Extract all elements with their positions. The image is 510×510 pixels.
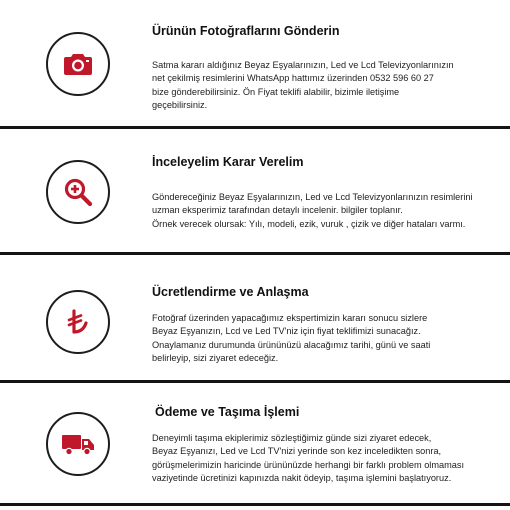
step-photos-title: Ürünün Fotoğraflarını Gönderin	[152, 24, 340, 38]
step-payment-line: vaziyetinde ücretinizi kapınızda nakit ödeyip, taşıma işlemini başlatıyoruz.	[152, 473, 452, 484]
step-photos-description	[152, 59, 507, 113]
step-payment-icon-circle	[46, 412, 110, 476]
section-divider	[0, 380, 510, 383]
step-pricing-line: Beyaz Eşyanızın, Lcd ve Led TV'niz için fiyat teklifimizi sunacağız.	[152, 326, 421, 337]
step-photos-line: net çekilmiş resimlerini WhatsApp hattımız üzerinden 0532 596 60 27	[152, 73, 434, 84]
step-photos-line: bize gönderebilirsiniz. Ön Fiyat teklifi alabilir, bizimle iletişime	[152, 86, 400, 97]
section-divider	[0, 126, 510, 129]
zoom-in-icon	[63, 177, 93, 207]
section-divider	[0, 503, 510, 506]
step-pricing-line: Onaylamanız durumunda ürününüzü alacağımız tarihi, günü ve saati	[152, 339, 431, 350]
step-payment-line: Deneyimli taşıma ekiplerimiz sözleştiğimiz günde sizi ziyaret edecek,	[152, 433, 432, 443]
step-inspect-title: İnceleyelim Karar Verelim	[152, 155, 304, 169]
truck-icon	[61, 432, 95, 456]
section-divider	[0, 252, 510, 255]
step-inspect-description	[152, 191, 507, 231]
step-payment-line: görüşmelerimizin haricinde ürününüzde herhangi bir farklı problem olmaması	[152, 459, 465, 470]
step-inspect-line: Örnek verecek olursak: Yılı, modeli, ezik, vuruk , çizik ve diğer hataları varmı.	[152, 218, 466, 229]
step-pricing-description	[152, 312, 507, 366]
step-payment-line: Beyaz Eşyanızı, Led ve Lcd TV'nizi yerinde son kez inceledikten sonra,	[152, 446, 442, 457]
step-photos-line: geçebilirsiniz.	[152, 100, 208, 111]
step-inspect-line: Göndereceğiniz Beyaz Eşyalarınızın, Led ve Lcd Televizyonlarınızın resimlerini	[152, 192, 473, 202]
camera-icon	[63, 52, 93, 76]
lira-icon	[66, 308, 90, 336]
step-photos-line: Satma kararı aldığınız Beyaz Eşyalarınızın, Led ve Lcd Televizyonlarınızın	[152, 60, 454, 70]
step-inspect-icon-circle	[46, 160, 110, 224]
step-payment-description	[152, 432, 507, 486]
step-inspect-line: uzman eksperimiz tarafından detaylı incelenir. bilgiler toplanır.	[152, 205, 403, 216]
step-pricing-line: Fotoğraf üzerinden yapacağımız ekspertimizin kararı sonucu sizlere	[152, 313, 428, 323]
step-pricing-icon-circle	[46, 290, 110, 354]
step-pricing-line: belirleyip, sizi ziyaret edeceğiz.	[152, 353, 279, 364]
step-photos-icon-circle	[46, 32, 110, 96]
step-pricing-title: Ücretlendirme ve Anlaşma	[152, 285, 309, 299]
step-payment-title: Ödeme ve Taşıma İşlemi	[155, 405, 300, 419]
